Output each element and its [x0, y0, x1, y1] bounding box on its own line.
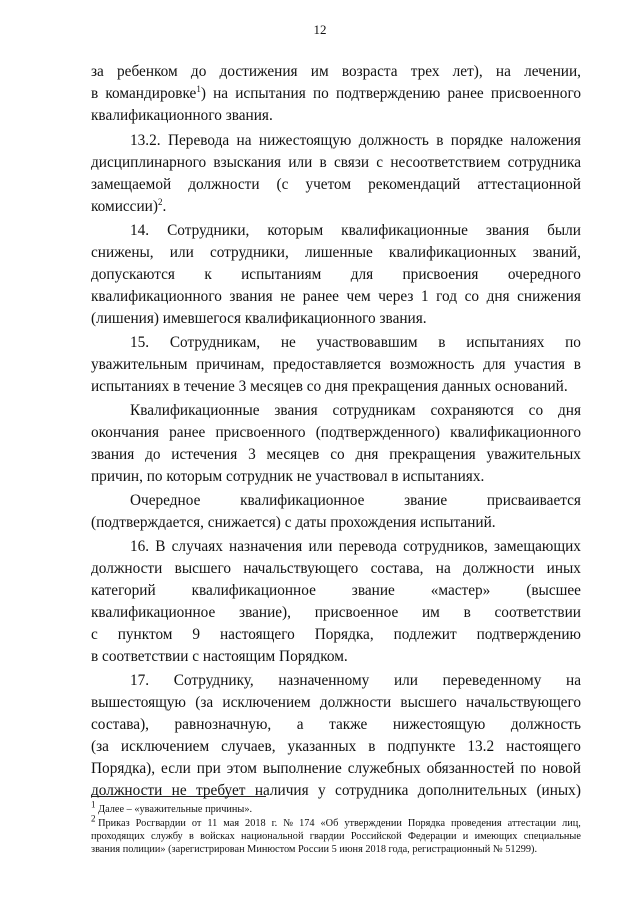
- text-line: замещаемой должности (с учетом рекомендаций аттестационной: [91, 176, 581, 193]
- text-line: 14. Сотрудники, которым квалификационные звания были: [130, 222, 581, 239]
- text-line: испытаниях в течение 3 месяцев со дня прекращения данных оснований.: [91, 378, 568, 395]
- text-line: (за исключением случаев, указанных в подпункте 13.2 настоящего: [91, 738, 581, 755]
- text-line: звания до истечения 3 месяцев со дня прекращения уважительных: [91, 446, 581, 463]
- text-line: снижены, или сотрудники, лишенные квалификационных званий,: [91, 244, 581, 261]
- footnote: $^2$ Приказ Росгвардии от 11 мая 2018 г. № 174 «Об утверждении Порядка проведения аттестации лиц,: [91, 813, 581, 829]
- text-line: вышестоящую (за исключением должности высшего начальствующего: [91, 694, 581, 711]
- text-line: 13.2. Перевода на нижестоящую должность в порядке наложения: [130, 132, 581, 149]
- text-line: (подтверждается, снижается) с даты прохождения испытаний.: [91, 514, 496, 531]
- text-line: 17. Сотруднику, назначенному или переведенному на: [130, 672, 581, 689]
- text-line: окончания ранее присвоенного (подтвержденного) квалификационного: [91, 424, 581, 441]
- footnote-ref: 1: [196, 83, 201, 94]
- text-line: Очередное квалификационное звание присваивается: [130, 492, 581, 509]
- text-line: уважительным причинам, предоставляется возможность для участия в: [91, 356, 581, 373]
- text-line: в соответствии с настоящим Порядком.: [91, 648, 348, 665]
- text-line: Порядка), если при этом выполнение служебных обязанностей по новой: [91, 760, 581, 777]
- text-line: категорий квалификационное звание «мастер» (высшее: [91, 582, 581, 599]
- page-number: 12: [313, 22, 327, 37]
- text-line: причин, по которым сотрудник не участвовал в испытаниях.: [91, 468, 485, 485]
- text-line: квалификационное звание), присвоенное им в соответствии: [91, 604, 581, 621]
- text-line: за ребенком до достижения им возраста трех лет), на лечении,: [91, 63, 581, 80]
- text-line: комиссии)$^2$.: [91, 196, 167, 215]
- text-line: квалификационного звания.: [91, 107, 273, 124]
- text-line: 15. Сотрудникам, не участвовавшим в испытаниях по: [130, 334, 581, 351]
- text-line: 16. В случаях назначения или перевода сотрудников, замещающих: [130, 538, 581, 555]
- text-line: состава), равнозначную, а также нижестоящую должность: [91, 716, 581, 733]
- text-line: квалификационного звания не ранее чем через 1 год со дня снижения: [91, 288, 581, 305]
- footnote-separator: [91, 796, 266, 797]
- text-line: (лишения) имевшегося квалификационного звания.: [91, 310, 427, 327]
- text-line: дисциплинарного взыскания или в связи с несоответствием сотрудника: [91, 154, 581, 171]
- footnote: проходящих службу в войсках национальной гвардии Российской Федерации и имеющих специальные: [91, 831, 581, 842]
- footnote-ref: 2: [157, 196, 163, 207]
- text-line: в командировке$^1$) на испытания по подтверждению ранее присвоенного: [91, 83, 581, 102]
- footnote: $^1$ Далее – «уважительные причины».: [91, 799, 253, 815]
- text-line: допускаются к испытаниям для присвоения очередного: [91, 266, 581, 283]
- text-line: с пунктом 9 настоящего Порядка, подлежит подтверждению: [91, 626, 581, 643]
- text-line: должности не требует наличия у сотрудника дополнительных (иных): [91, 782, 581, 799]
- footnote: звания полиции» (зарегистрирован Минюстом России 5 июня 2018 года, регистрационный № 51299).: [91, 844, 538, 855]
- text-line: должности высшего начальствующего состава, на должности иных: [91, 560, 581, 577]
- text-line: Квалификационные звания сотрудникам сохраняются со дня: [130, 402, 581, 419]
